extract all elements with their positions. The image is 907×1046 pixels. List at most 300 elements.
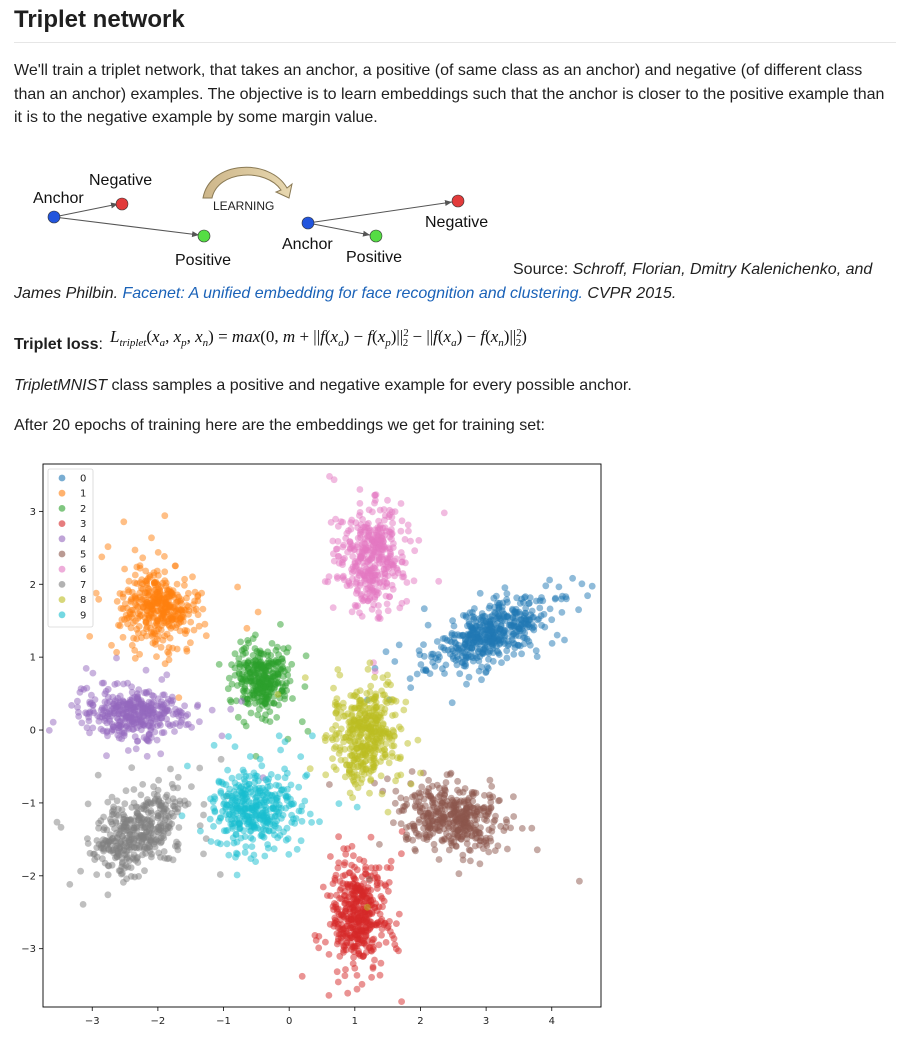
- data-point: [559, 609, 566, 616]
- data-point: [343, 881, 350, 888]
- data-point: [398, 820, 405, 827]
- data-point: [347, 924, 354, 931]
- data-point: [330, 685, 337, 692]
- data-point: [378, 893, 385, 900]
- data-point: [469, 609, 476, 616]
- data-point: [131, 844, 138, 851]
- data-point: [359, 981, 366, 988]
- data-point: [273, 782, 280, 789]
- data-point: [183, 595, 190, 602]
- data-point: [335, 979, 342, 986]
- data-point: [277, 621, 284, 628]
- legend-marker: [59, 490, 66, 497]
- data-point: [133, 626, 140, 633]
- data-point: [517, 600, 524, 607]
- data-point: [377, 758, 384, 765]
- data-point: [244, 637, 251, 644]
- data-point: [357, 697, 364, 704]
- sampling-paragraph: [14, 374, 894, 398]
- data-point: [242, 773, 249, 780]
- data-point: [309, 732, 316, 739]
- data-point: [196, 765, 203, 772]
- data-point: [275, 774, 282, 781]
- after-learning-group: [282, 195, 488, 266]
- data-point: [208, 838, 215, 845]
- data-point: [589, 583, 596, 590]
- data-point: [340, 700, 347, 707]
- data-point: [367, 705, 374, 712]
- data-point: [148, 854, 155, 861]
- data-point: [105, 862, 112, 869]
- data-point: [128, 764, 135, 771]
- data-point: [181, 702, 188, 709]
- data-point: [356, 856, 363, 863]
- data-point: [123, 843, 130, 850]
- x-tick-label: 1: [351, 1016, 359, 1027]
- data-point: [307, 811, 314, 818]
- source-authors: Schroff, Florian, Dmitry Kalenichenko, and James Philbin.: [14, 261, 873, 302]
- data-point: [295, 784, 302, 791]
- data-point: [416, 819, 423, 826]
- data-point: [367, 777, 374, 784]
- data-point: [50, 719, 57, 726]
- data-point: [242, 849, 249, 856]
- data-point: [189, 573, 196, 580]
- data-point: [105, 543, 112, 550]
- data-point: [162, 660, 169, 667]
- data-point: [125, 747, 132, 754]
- data-point: [395, 947, 402, 954]
- data-point: [369, 585, 376, 592]
- data-point: [376, 841, 383, 848]
- data-point: [275, 702, 282, 709]
- data-point: [357, 913, 364, 920]
- data-point: [441, 826, 448, 833]
- data-point: [284, 825, 291, 832]
- data-point: [507, 825, 514, 832]
- data-point: [272, 796, 279, 803]
- data-point: [158, 676, 165, 683]
- data-point: [163, 619, 170, 626]
- data-point: [415, 737, 422, 744]
- data-point: [158, 824, 165, 831]
- data-point: [333, 766, 340, 773]
- data-point: [123, 787, 130, 794]
- data-point: [377, 615, 384, 622]
- anchor-node: [48, 211, 60, 223]
- data-point: [398, 998, 405, 1005]
- data-point: [211, 742, 218, 749]
- data-point: [510, 651, 517, 658]
- data-point: [116, 852, 123, 859]
- data-point: [188, 783, 195, 790]
- data-point: [383, 648, 390, 655]
- data-point: [264, 704, 271, 711]
- data-point: [392, 788, 399, 795]
- data-point: [436, 785, 443, 792]
- data-point: [381, 543, 388, 550]
- data-point: [179, 812, 186, 819]
- data-point: [185, 721, 192, 728]
- data-point: [265, 845, 272, 852]
- data-point: [492, 817, 499, 824]
- data-point: [347, 932, 354, 939]
- data-point: [239, 790, 246, 797]
- data-point: [258, 651, 265, 658]
- data-point: [387, 529, 394, 536]
- data-point: [241, 645, 248, 652]
- data-point: [411, 846, 418, 853]
- data-point: [129, 642, 136, 649]
- data-point: [466, 674, 473, 681]
- data-point: [146, 588, 153, 595]
- data-point: [273, 714, 280, 721]
- data-point: [120, 681, 127, 688]
- data-point: [387, 682, 394, 689]
- data-point: [142, 705, 149, 712]
- data-point: [421, 653, 428, 660]
- data-point: [114, 680, 121, 687]
- data-point: [505, 613, 512, 620]
- data-point: [366, 876, 373, 883]
- data-point: [510, 813, 517, 820]
- data-point: [210, 823, 217, 830]
- data-point: [185, 611, 192, 618]
- data-point: [120, 518, 127, 525]
- data-point: [161, 568, 168, 575]
- data-point: [456, 670, 463, 677]
- data-point: [219, 733, 226, 740]
- legend-label: 0: [80, 473, 87, 485]
- data-point: [366, 945, 373, 952]
- data-point: [491, 609, 498, 616]
- data-point: [426, 820, 433, 827]
- data-point: [105, 839, 112, 846]
- data-point: [496, 651, 503, 658]
- data-point: [405, 528, 412, 535]
- data-point: [363, 690, 370, 697]
- data-point: [477, 860, 484, 867]
- data-point: [105, 871, 112, 878]
- data-point: [371, 500, 378, 507]
- data-point: [93, 590, 100, 597]
- data-point: [524, 624, 531, 631]
- data-point: [209, 707, 216, 714]
- data-point: [154, 810, 161, 817]
- data-point: [218, 756, 225, 763]
- legend: [48, 469, 93, 627]
- data-point: [534, 846, 541, 853]
- data-point: [174, 616, 181, 623]
- data-point: [346, 770, 353, 777]
- data-point: [360, 766, 367, 773]
- data-point: [74, 698, 81, 705]
- data-point: [302, 683, 309, 690]
- data-point: [389, 520, 396, 527]
- points-layer: [46, 473, 596, 1005]
- data-point: [146, 827, 153, 834]
- data-point: [434, 638, 441, 645]
- data-point: [364, 737, 371, 744]
- data-point: [327, 893, 334, 900]
- data-point: [229, 795, 236, 802]
- data-point: [378, 704, 385, 711]
- triplet-loss-colon: :: [98, 336, 103, 353]
- data-point: [240, 813, 247, 820]
- data-point: [77, 689, 84, 696]
- data-point: [556, 584, 563, 591]
- data-point: [140, 595, 147, 602]
- series-3-points: [299, 828, 406, 1005]
- data-point: [408, 781, 415, 788]
- data-point: [538, 622, 545, 629]
- data-point: [502, 584, 509, 591]
- data-point: [266, 828, 273, 835]
- data-point: [183, 713, 190, 720]
- data-point: [122, 600, 129, 607]
- data-point: [504, 846, 511, 853]
- data-point: [407, 675, 414, 682]
- data-point: [449, 630, 456, 637]
- data-point: [149, 706, 156, 713]
- data-point: [128, 607, 135, 614]
- data-point: [299, 718, 306, 725]
- learning-arrow: [203, 167, 292, 213]
- data-point: [546, 577, 553, 584]
- data-point: [85, 801, 92, 808]
- data-point: [78, 720, 85, 727]
- data-point: [113, 819, 120, 826]
- data-point: [348, 862, 355, 869]
- data-point: [249, 843, 256, 850]
- data-point: [411, 827, 418, 834]
- y-tick-label: 0: [29, 725, 36, 737]
- data-point: [518, 621, 525, 628]
- data-point: [392, 712, 399, 719]
- data-point: [170, 802, 177, 809]
- data-point: [336, 750, 343, 757]
- data-point: [133, 564, 140, 571]
- data-point: [454, 833, 461, 840]
- y-tick-label: 2: [29, 579, 36, 591]
- data-point: [148, 534, 155, 541]
- data-point: [228, 698, 235, 705]
- data-point: [256, 706, 263, 713]
- data-point: [163, 580, 170, 587]
- data-point: [170, 784, 177, 791]
- data-point: [507, 622, 514, 629]
- data-point: [378, 571, 385, 578]
- data-point: [376, 580, 383, 587]
- data-point: [161, 729, 168, 736]
- data-point: [279, 655, 286, 662]
- data-point: [271, 684, 278, 691]
- data-point: [181, 582, 188, 589]
- data-point: [132, 572, 139, 579]
- data-point: [86, 633, 93, 640]
- data-point: [446, 812, 453, 819]
- data-point: [389, 743, 396, 750]
- data-point: [530, 627, 537, 634]
- data-point: [247, 834, 254, 841]
- data-point: [440, 645, 447, 652]
- data-point: [289, 695, 296, 702]
- data-point: [176, 824, 183, 831]
- data-point: [554, 632, 561, 639]
- data-point: [267, 821, 274, 828]
- series-7-points: [54, 756, 231, 908]
- data-point: [435, 578, 442, 585]
- data-point: [173, 839, 180, 846]
- data-point: [245, 806, 252, 813]
- data-point: [389, 582, 396, 589]
- data-point: [434, 825, 441, 832]
- data-point: [115, 622, 122, 629]
- legend-label: 5: [80, 549, 87, 561]
- data-point: [140, 603, 147, 610]
- data-point: [87, 850, 94, 857]
- data-point: [143, 667, 150, 674]
- data-point: [312, 932, 319, 939]
- data-point: [359, 743, 366, 750]
- data-point: [365, 666, 372, 673]
- data-point: [350, 852, 357, 859]
- data-point: [411, 547, 418, 554]
- data-point: [77, 868, 84, 875]
- positive-node: [370, 230, 382, 242]
- legend-label: 4: [80, 534, 87, 546]
- data-point: [371, 737, 378, 744]
- data-point: [322, 939, 329, 946]
- legend-marker: [59, 475, 66, 482]
- data-point: [166, 650, 173, 657]
- data-point: [278, 805, 285, 812]
- data-point: [141, 734, 148, 741]
- data-point: [225, 852, 232, 859]
- data-point: [362, 864, 369, 871]
- data-point: [525, 600, 532, 607]
- data-point: [473, 640, 480, 647]
- data-point: [420, 825, 427, 832]
- triplet-loss-label-text: Triplet loss: [14, 336, 99, 353]
- data-point: [327, 853, 334, 860]
- data-point: [245, 659, 252, 666]
- data-point: [155, 601, 162, 608]
- data-point: [462, 652, 469, 659]
- data-point: [137, 579, 144, 586]
- data-point: [212, 795, 219, 802]
- data-point: [378, 772, 385, 779]
- data-point: [145, 612, 152, 619]
- data-point: [547, 606, 554, 613]
- data-point: [118, 864, 125, 871]
- data-point: [163, 599, 170, 606]
- data-point: [357, 500, 364, 507]
- data-point: [483, 813, 490, 820]
- data-point: [260, 826, 267, 833]
- data-point: [367, 683, 374, 690]
- data-point: [348, 706, 355, 713]
- data-point: [223, 827, 230, 834]
- data-point: [493, 643, 500, 650]
- data-point: [367, 527, 374, 534]
- data-point: [130, 619, 137, 626]
- data-point: [454, 787, 461, 794]
- data-point: [80, 901, 87, 908]
- data-point: [490, 595, 497, 602]
- data-point: [148, 810, 155, 817]
- data-point: [105, 694, 112, 701]
- data-point: [460, 612, 467, 619]
- data-point: [200, 812, 207, 819]
- data-point: [248, 710, 255, 717]
- data-point: [461, 822, 468, 829]
- data-point: [284, 770, 291, 777]
- data-point: [220, 781, 227, 788]
- data-point: [131, 818, 138, 825]
- data-point: [308, 819, 315, 826]
- data-point: [264, 784, 271, 791]
- data-point: [517, 643, 524, 650]
- data-point: [177, 607, 184, 614]
- data-point: [275, 691, 282, 698]
- data-point: [360, 752, 367, 759]
- data-point: [329, 755, 336, 762]
- data-point: [431, 846, 438, 853]
- data-point: [374, 879, 381, 886]
- data-point: [216, 818, 223, 825]
- data-point: [347, 869, 354, 876]
- data-point: [117, 590, 124, 597]
- y-axis: [21, 507, 43, 955]
- data-point: [158, 838, 165, 845]
- data-point: [404, 579, 411, 586]
- x-tick-label: 3: [482, 1016, 490, 1027]
- data-point: [501, 827, 508, 834]
- data-point: [326, 992, 333, 999]
- data-point: [331, 915, 338, 922]
- data-point: [158, 704, 165, 711]
- data-point: [371, 957, 378, 964]
- data-point: [363, 918, 370, 925]
- data-point: [340, 556, 347, 563]
- paper-link[interactable]: Facenet: A unified embedding for face recognition and clustering.: [122, 285, 583, 302]
- data-point: [224, 767, 231, 774]
- data-point: [132, 733, 139, 740]
- data-point: [393, 920, 400, 927]
- data-point: [133, 595, 140, 602]
- data-point: [197, 828, 204, 835]
- data-point: [113, 655, 120, 662]
- data-point: [131, 706, 138, 713]
- anchor-to-positive-edge: [54, 217, 199, 235]
- data-point: [262, 807, 269, 814]
- data-point: [117, 693, 124, 700]
- data-point: [139, 781, 146, 788]
- data-point: [447, 651, 454, 658]
- data-point: [346, 735, 353, 742]
- source-citation: [14, 258, 894, 306]
- data-point: [524, 636, 531, 643]
- data-point: [361, 709, 368, 716]
- data-point: [221, 799, 228, 806]
- data-point: [373, 699, 380, 706]
- data-point: [200, 606, 207, 613]
- data-point: [355, 950, 362, 957]
- data-point: [217, 871, 224, 878]
- data-point: [488, 828, 495, 835]
- data-point: [316, 818, 323, 825]
